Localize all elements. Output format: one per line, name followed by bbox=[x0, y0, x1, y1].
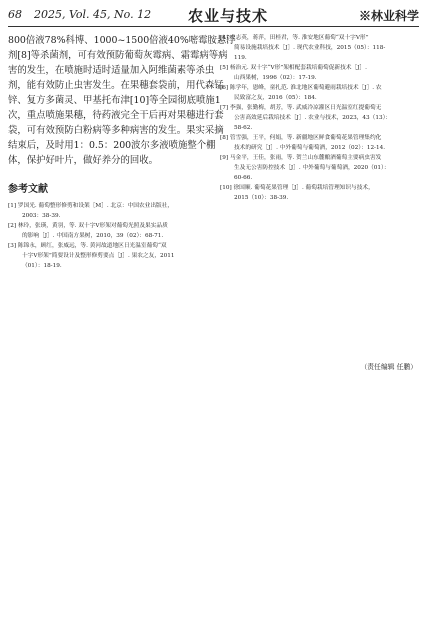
body-line: 锌、复方多菌灵、甲基托布津[10]等全园彻底喷施1 bbox=[8, 95, 221, 106]
reference-line: 60-66. bbox=[234, 175, 253, 181]
body-line: 害的发生，在喷施时适时适量加入阿维菌素等杀虫 bbox=[8, 65, 215, 76]
reference-line: 简易设施栽培技术［J］. 现代农业科技，2015（05）：118- bbox=[234, 45, 386, 51]
reference-line: 2015（10）：38-39. bbox=[234, 195, 289, 201]
right-column bbox=[220, 33, 419, 203]
reference-line: 山西果树，1996（02）：17-19. bbox=[234, 75, 317, 81]
section-label: ※林业科学 bbox=[358, 9, 419, 23]
reference-line: 2003：38-39. bbox=[22, 213, 61, 219]
reference-line: [9] 马金平，王佳，张雨，等. 贺兰山东麓酿酒葡萄主要病虫害发 bbox=[220, 155, 382, 161]
body-line: 剂，能有效防止虫害发生。在果穗套袋前，用代森锰 bbox=[8, 80, 224, 91]
page-number: 68 bbox=[8, 8, 22, 21]
reference-line: [1] 罗国光. 葡萄整形修剪和设架［M］. 北京：中国农业出版社， bbox=[8, 203, 174, 209]
journal-title: 农业与技术 bbox=[188, 7, 269, 25]
body-line: 剂[8]等杀菌剂，可有效预防葡萄灰霉病、霜霉病等病 bbox=[8, 50, 228, 61]
body-line: 次，重点喷施果穗，待药液完全干后再对果穗进行套 bbox=[8, 110, 224, 121]
references-title: 参考文献 bbox=[8, 184, 48, 195]
body-line: 体，保护好叶片，做好养分的回收。 bbox=[8, 155, 159, 166]
page-header bbox=[8, 6, 419, 26]
reference-line: [2] 林玲，张瑛，黄羽，等. 双十字V形架对葡萄光照及果实品质 bbox=[8, 223, 168, 229]
reference-line: [4] 史志英，蒋萍，田桂君，等. 淮安地区葡萄“双十字V形” bbox=[220, 35, 369, 41]
reference-line: [5] 杨治元. 双十字“V形”架相配套栽培葡萄促新技术［J］. bbox=[220, 65, 367, 71]
reference-line: 的影响［J］. 中国南方果树，2010，39（02）：68-71. bbox=[22, 233, 164, 239]
editor-note: （责任编辑 任鹏） bbox=[360, 363, 417, 371]
left-column bbox=[8, 33, 236, 271]
body-line: 袋，可有效预防白粉病等多种病害的发生。果实采摘 bbox=[8, 125, 224, 136]
reference-line: （01）：18-19. bbox=[22, 263, 62, 269]
reference-line: 119. bbox=[234, 55, 247, 61]
reference-line: 技术的研究［J］. 中外葡萄与葡萄酒，2012（02）：12-14. bbox=[234, 145, 386, 151]
reference-line: 十字V形架”简要设计及整形修剪要点［J］. 果农之友，2011 bbox=[22, 253, 175, 259]
reference-line: [6] 陈学年，恩峰，童扎范. 淮北地区葡萄避雨栽培技术［J］. 农 bbox=[220, 85, 382, 91]
volume-info: 2025, Vol. 45, No. 12 bbox=[34, 8, 152, 21]
reference-line: 公害高效延后栽培技术［J］. 农业与技术，2023，43（13）： bbox=[234, 115, 392, 121]
body-line: 800倍液78%科博、1000~1500倍液40%嘧霉胺悬浮 bbox=[8, 35, 236, 46]
reference-line: 58-62. bbox=[234, 125, 253, 131]
reference-line: [3] 陈锦永，顾红，张威远，等. 黄河故道地区日光温室葡萄“双 bbox=[8, 243, 167, 249]
body-line: 结束后，及时用1：0.5：200波尔多液喷施整个棚 bbox=[8, 140, 216, 151]
reference-line: [8] 管雪强，王平，何娟，等. 新疆地区鲜食葡萄花果管理集约化 bbox=[220, 135, 382, 141]
reference-line: 民致富之友，2016（05）：184. bbox=[234, 95, 317, 101]
header-rule bbox=[8, 26, 419, 27]
reference-line: [7] 李强，张勤梅，胡芳，等. 武威冷凉灌区日光温室红提葡萄无 bbox=[220, 105, 382, 111]
reference-line: 生及无公害防控技术［J］. 中外葡萄与葡萄酒，2020（01）： bbox=[234, 165, 390, 171]
reference-line: [10] 徐国顺. 葡萄花果管理［J］. 葡萄栽培管理知识与技术， bbox=[220, 185, 374, 191]
